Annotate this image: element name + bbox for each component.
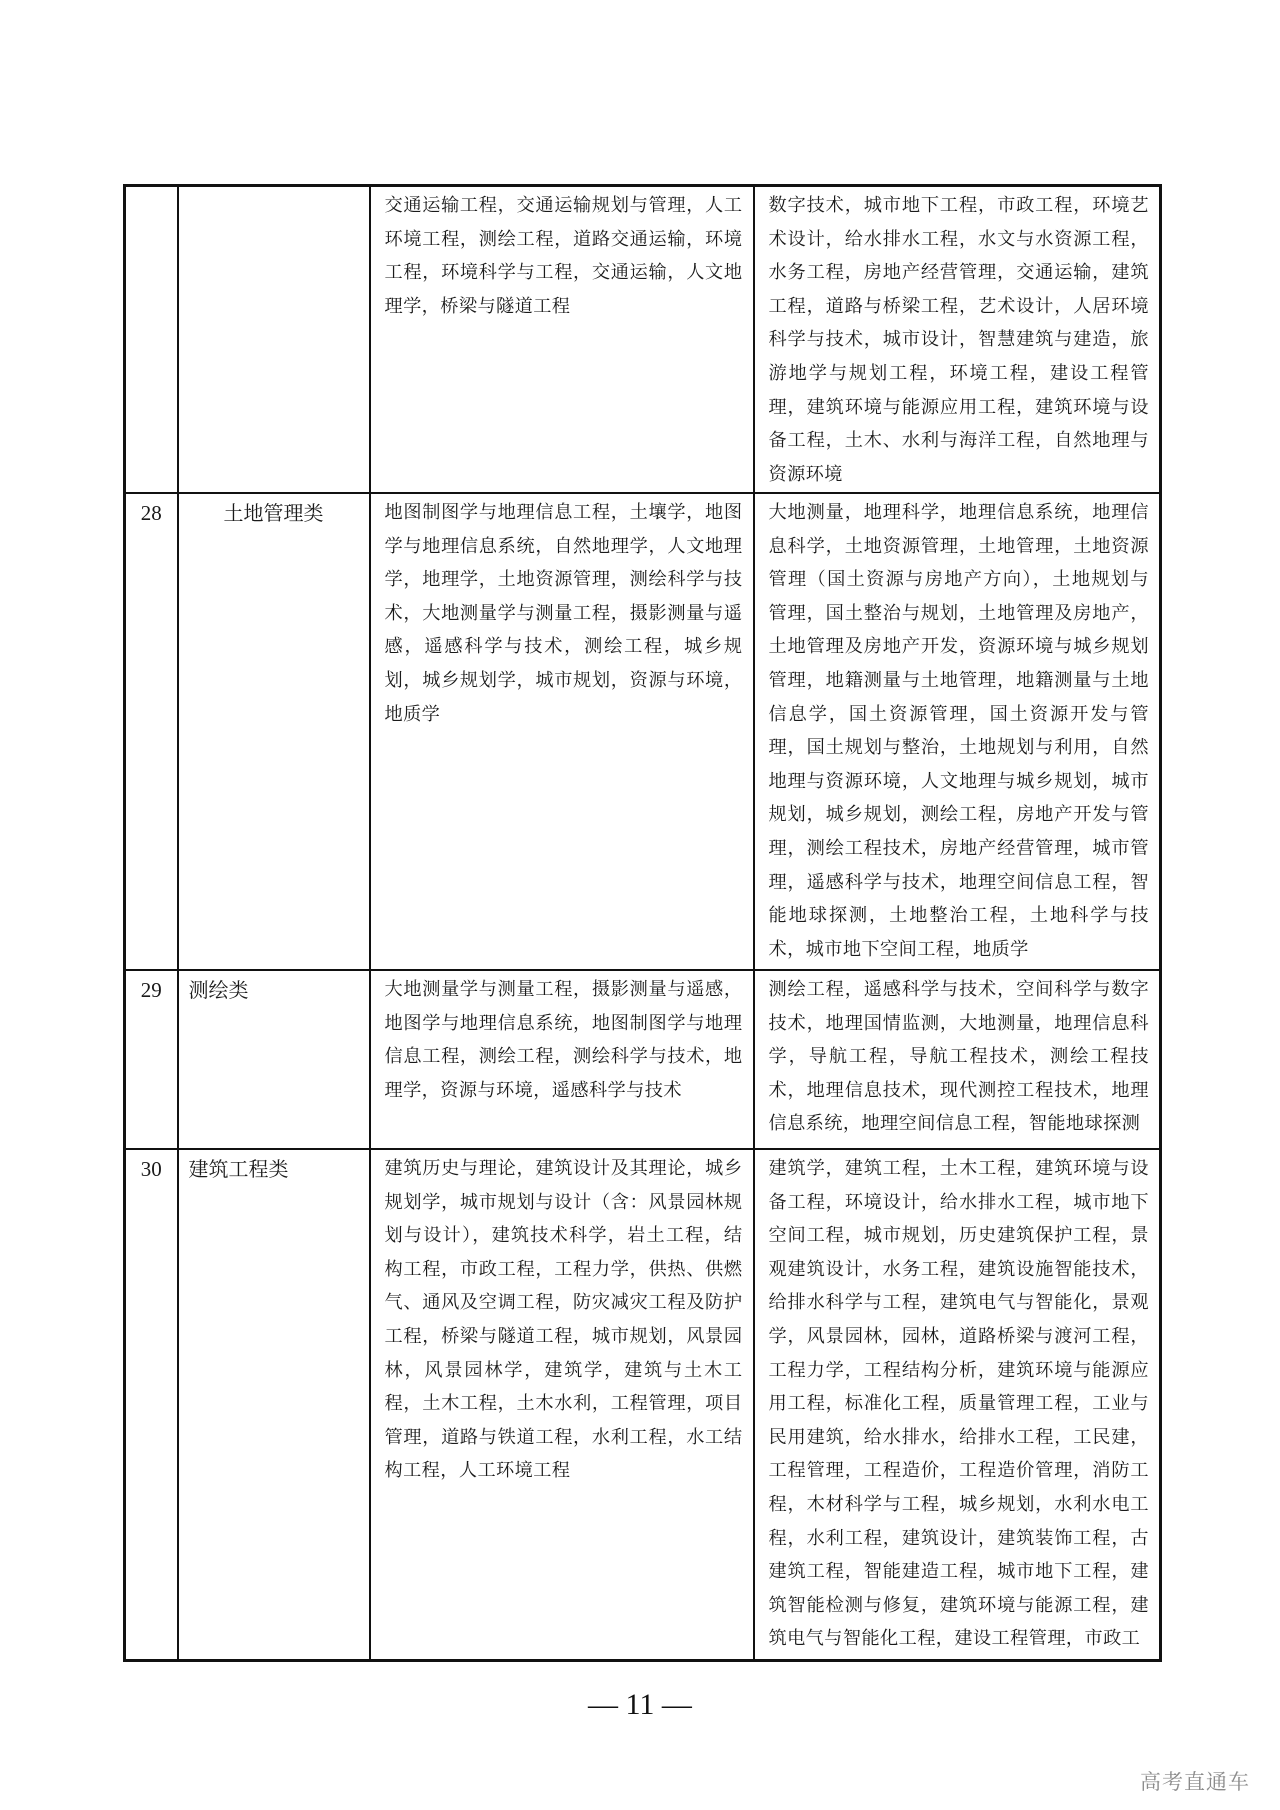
category-name: 建筑工程类 (178, 1149, 370, 1661)
equivalent-majors-cell: 测绘工程，遥感科学与技术，空间科学与数字技术，地理国情监测，大地测量，地理信息科学，导航工程，导航工程技术，测绘工程技术，地理信息技术，现代测控工程技术，地理信息系统，地理空间信息工程，智能地球探测 (754, 970, 1161, 1149)
watermark-text: 高考直通车 (1140, 1770, 1250, 1794)
row-number: 30 (125, 1149, 178, 1661)
category-name: 土地管理类 (178, 493, 370, 970)
category-name: 测绘类 (178, 970, 370, 1149)
table-row-continued (125, 186, 1161, 494)
original-majors-cell: 地图制图学与地理信息工程，土壤学，地图学与地理信息系统，自然地理学，人文地理学，地理学，土地资源管理，测绘科学与技术，大地测量学与测量工程，摄影测量与遥感，遥感科学与技术，测绘工程，城乡规划，城乡规划学，城市规划，资源与环境，地质学 (370, 493, 754, 970)
row-number: 29 (125, 970, 178, 1149)
row-number (125, 186, 178, 494)
equivalent-majors-cell: 大地测量，地理科学，地理信息系统，地理信息科学，土地资源管理，土地管理，土地资源管理（国土资源与房地产方向），土地规划与管理，国土整治与规划，土地管理及房地产，土地管理及房地产开发，资源环境与城乡规划管理，地籍测量与土地管理，地籍测量与土地信息学，国土资源管理，国土资源开发与管理，国土规划与整治，土地规划与利用，自然地理与资源环境，人文地理与城乡规划，城市规划，城乡规划，测绘工程，房地产开发与管理，测绘工程技术，房地产经营管理，城市管理，遥感科学与技术，地理空间信息工程，智能地球探测，土地整治工程，土地科学与技术，城市地下空间工程，地质学 (754, 493, 1161, 970)
row-number: 28 (125, 493, 178, 970)
original-majors-cell: 建筑历史与理论，建筑设计及其理论，城乡规划学，城市规划与设计（含：风景园林规划与设计），建筑技术科学，岩土工程，结构工程，市政工程，工程力学，供热、供燃气、通风及空调工程，防灾减灾工程及防护工程，桥梁与隧道工程，城市规划，风景园林，风景园林学，建筑学，建筑与土木工程，土木工程，土木水利，工程管理，项目管理，道路与铁道工程，水利工程，水工结构工程，人工环境工程 (370, 1149, 754, 1661)
major-equivalence-table (123, 184, 1162, 1662)
table-row-28 (125, 493, 1161, 970)
equivalent-majors-cell: 建筑学，建筑工程，土木工程，建筑环境与设备工程，环境设计，给水排水工程，城市地下空间工程，城市规划，历史建筑保护工程，景观建筑设计，水务工程，建筑设施智能技术，给排水科学与工程，建筑电气与智能化，景观学，风景园林，园林，道路桥梁与渡河工程，工程力学，工程结构分析，建筑环境与能源应用工程，标准化工程，质量管理工程，工业与民用建筑，给水排水，给排水工程，工民建，工程管理，工程造价，工程造价管理，消防工程，木材科学与工程，城乡规划，水利水电工程，水利工程，建筑设计，建筑装饰工程，古建筑工程，智能建造工程，城市地下工程，建筑智能检测与修复，建筑环境与能源工程，建筑电气与智能化工程，建设工程管理，市政工 (754, 1149, 1161, 1661)
equivalent-majors-cell: 数字技术，城市地下工程，市政工程，环境艺术设计，给水排水工程，水文与水资源工程，水务工程，房地产经营管理，交通运输，建筑工程，道路与桥梁工程，艺术设计，人居环境科学与技术，城市设计，智慧建筑与建造，旅游地学与规划工程，环境工程，建设工程管理，建筑环境与能源应用工程，建筑环境与设备工程，土木、水利与海洋工程，自然地理与资源环境 (754, 186, 1161, 494)
original-majors-cell: 大地测量学与测量工程，摄影测量与遥感，地图学与地理信息系统，地图制图学与地理信息工程，测绘工程，测绘科学与技术，地理学，资源与环境，遥感科学与技术 (370, 970, 754, 1149)
page-number: — 11 — (588, 1688, 692, 1721)
original-majors-cell: 交通运输工程，交通运输规划与管理，人工环境工程，测绘工程，道路交通运输，环境工程，环境科学与工程，交通运输，人文地理学，桥梁与隧道工程 (370, 186, 754, 494)
table-row-29 (125, 970, 1161, 1149)
category-name (178, 186, 370, 494)
table-row-30 (125, 1149, 1161, 1661)
